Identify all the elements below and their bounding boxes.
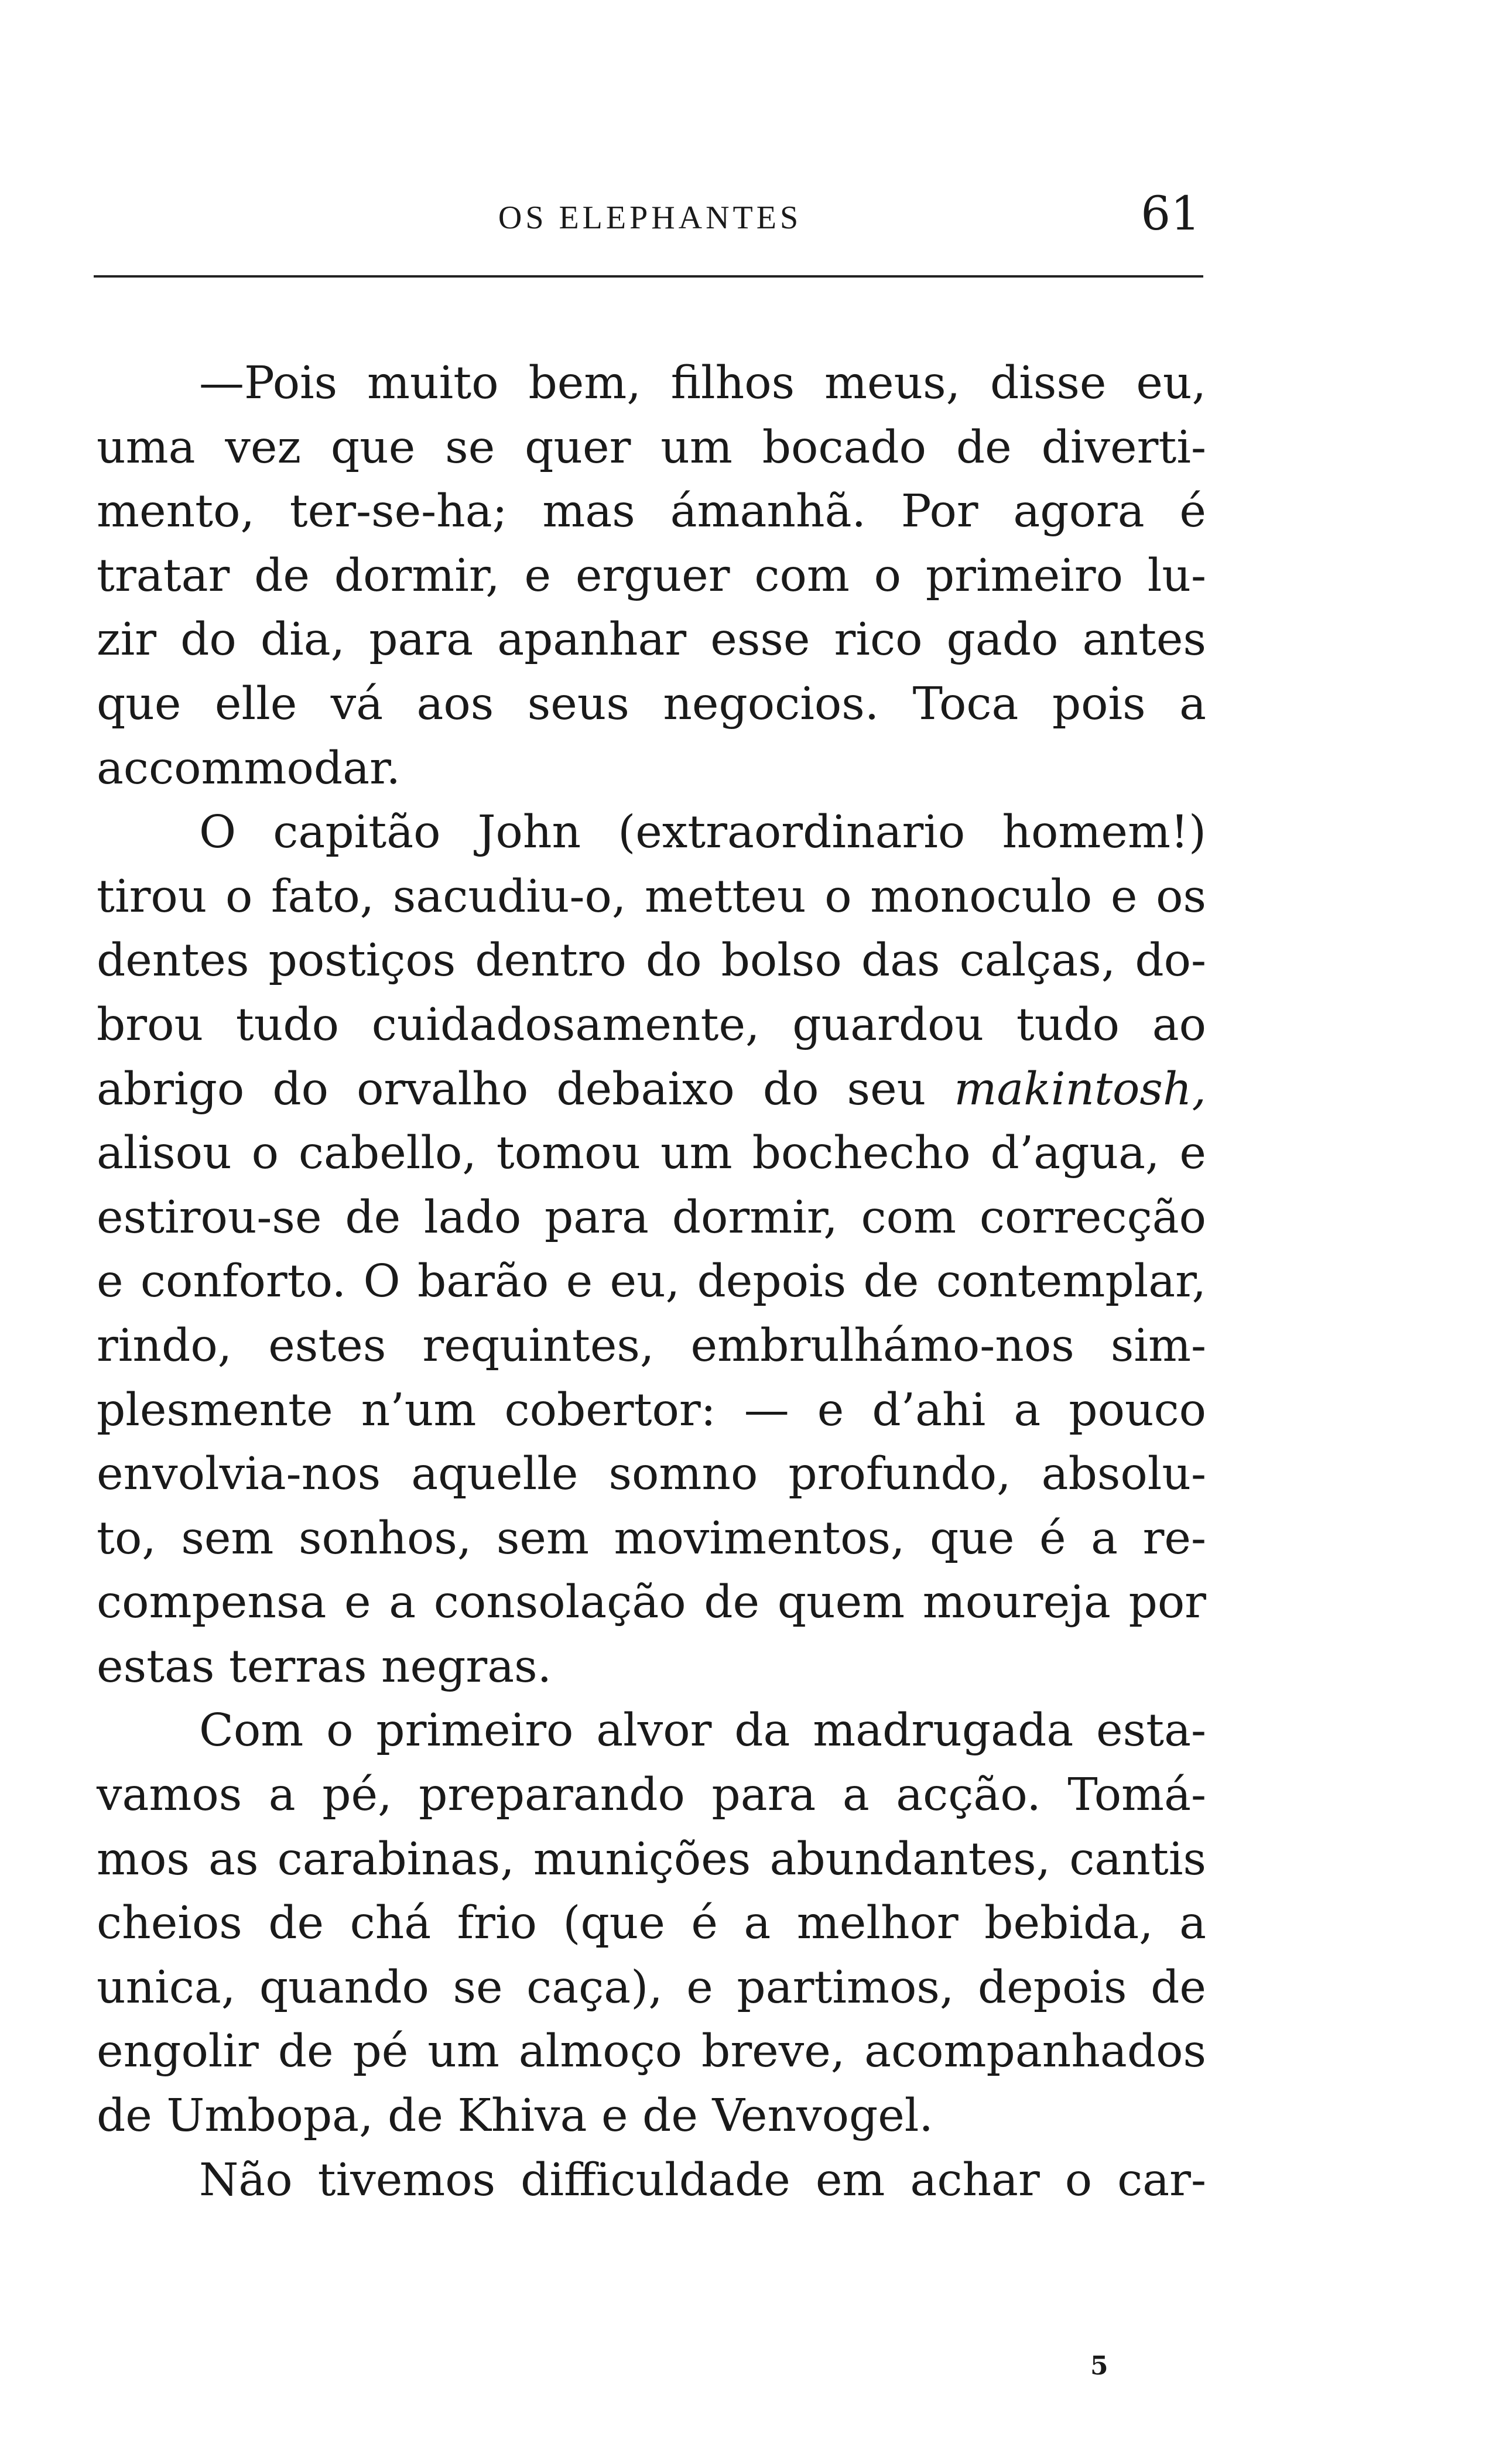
text-line: cheios de chá frio (que é a melhor bebida, a bbox=[97, 1897, 1206, 1950]
text-line: zir do dia, para apanhar esse rico gado antes bbox=[97, 614, 1206, 666]
signature-mark: 5 bbox=[1090, 2351, 1108, 2381]
text-line: engolir de pé um almoço breve, acompanhados bbox=[97, 2025, 1206, 2078]
text-line: mento, ter-se-ha; mas ámanhã. Por agora é bbox=[97, 485, 1206, 538]
text-line: estirou-se de lado para dormir, com correcção bbox=[97, 1191, 1206, 1244]
header-rule bbox=[94, 275, 1203, 278]
text-line: estas terras negras. bbox=[97, 1640, 552, 1693]
text-line: mos as carabinas, munições abundantes, cantis bbox=[97, 1833, 1206, 1885]
text-line: de Umbopa, de Khiva e de Venvogel. bbox=[97, 2090, 933, 2143]
text-line: vamos a pé, preparando para a acção. Tomá- bbox=[97, 1769, 1206, 1822]
text-line: plesmente n’um cobertor: — e d’ahi a pouco bbox=[97, 1384, 1206, 1436]
text-line: e conforto. O barão e eu, depois de contemplar, bbox=[97, 1255, 1206, 1308]
running-head bbox=[100, 186, 1200, 239]
text-line: tratar de dormir, e erguer com o primeiro lu- bbox=[97, 549, 1206, 602]
text-line: accommodar. bbox=[97, 742, 401, 795]
text-segment: abrigo do orvalho debaixo do seu bbox=[97, 1063, 954, 1115]
page-number: 61 bbox=[1141, 186, 1200, 241]
text-line: compensa e a consolação de quem moureja por bbox=[97, 1576, 1206, 1629]
text-line: O capitão John (extraordinario homem!) bbox=[199, 806, 1206, 859]
text-line: envolvia-nos aquelle somno profundo, absolu- bbox=[97, 1448, 1206, 1501]
text-line: brou tudo cuidadosamente, guardou tudo ao bbox=[97, 998, 1206, 1051]
text-line-with-italic bbox=[97, 1058, 1206, 1122]
text-line: que elle vá aos seus negocios. Toca pois a bbox=[97, 677, 1206, 730]
text-line: dentes postiços dentro do bolso das calças, do- bbox=[97, 935, 1206, 987]
text-line: —Pois muito bem, filhos meus, disse eu, bbox=[199, 357, 1206, 409]
italic-word: makintosh, bbox=[954, 1063, 1206, 1115]
text-line: alisou o cabello, tomou um bochecho d’agua, e bbox=[97, 1127, 1206, 1180]
body-text bbox=[97, 351, 1206, 2212]
text-line: rindo, estes requintes, embrulhámo-nos sim- bbox=[97, 1319, 1206, 1372]
text-line: to, sem sonhos, sem movimentos, que é a re- bbox=[97, 1512, 1206, 1565]
running-title: OS ELEPHANTES bbox=[498, 200, 802, 236]
text-line: Não tivemos difficuldade em achar o car- bbox=[199, 2154, 1206, 2206]
text-line: tirou o fato, sacudiu-o, metteu o monoculo e os bbox=[97, 870, 1206, 923]
text-line: Com o primeiro alvor da madrugada esta- bbox=[199, 1705, 1206, 1757]
text-line: uma vez que se quer um bocado de diverti- bbox=[97, 421, 1206, 474]
text-line: unica, quando se caça), e partimos, depois de bbox=[97, 1961, 1206, 2014]
